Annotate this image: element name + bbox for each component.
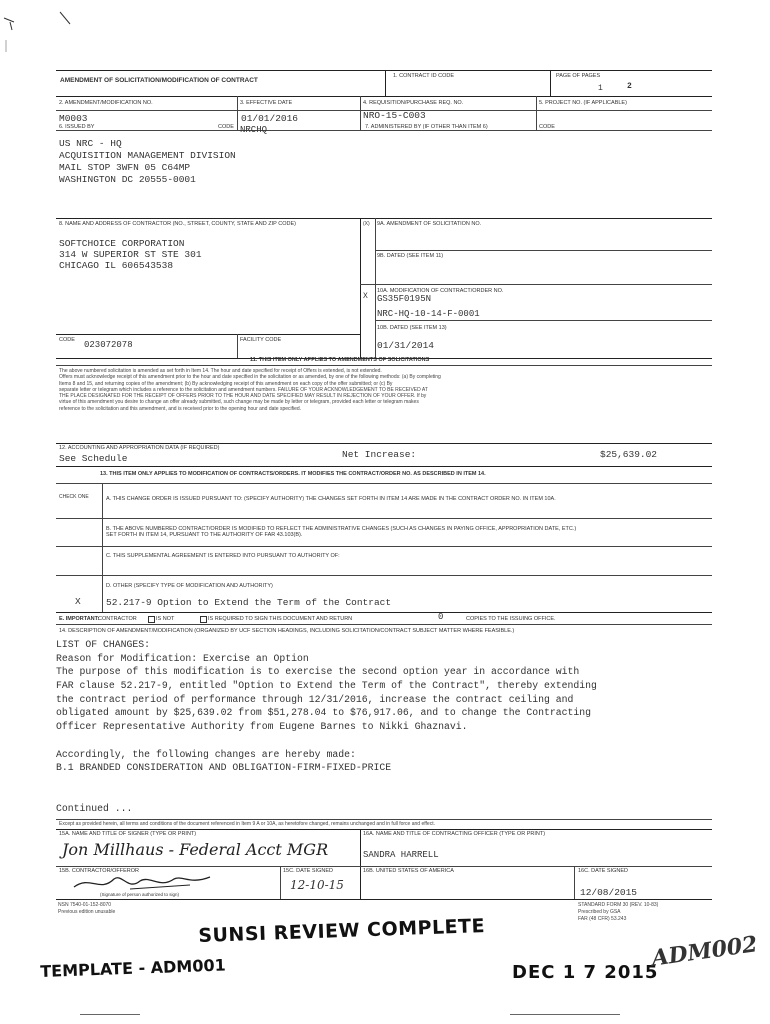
project-no-label: 5. PROJECT NO. (IF APPLICABLE) [539, 100, 627, 106]
item10b-label: 10B. DATED (SEE ITEM 13) [377, 325, 447, 331]
item9b-label: 9B. DATED (SEE ITEM 11) [377, 253, 444, 259]
item11-line: THE PLACE DESIGNATED FOR THE RECEIPT OF OFFERS PRIOR TO THE HOUR AND DATE SPECIFIED MAY RESULT IN REJECTION OF YOUR OFFER. If by [59, 393, 427, 399]
item14-line: The purpose of this modification is to exercise the second option year in accordance with [56, 666, 580, 678]
item12-value: See Schedule [59, 453, 128, 464]
contracting-officer-name: SANDRA HARRELL [363, 850, 439, 860]
issuer-line: US NRC - HQ [59, 138, 122, 149]
requisition-label: 4. REQUISITION/PURCHASE REQ. NO. [363, 100, 464, 106]
item14-line: LIST OF CHANGES: [56, 639, 151, 650]
facility-code-label: FACILITY CODE [240, 337, 282, 343]
item10-x-mark: X [363, 292, 368, 301]
contractor-code-label: CODE [59, 337, 75, 343]
issued-by-label: 6. ISSUED BY [59, 124, 95, 130]
issuer-address [59, 138, 236, 186]
item14-line [56, 791, 597, 805]
item15c-value: 12-10-15 [290, 878, 344, 892]
issuer-line: WASHINGTON DC 20555-0001 [59, 174, 196, 185]
item13-heading: 13. THIS ITEM ONLY APPLIES TO MODIFICATION OF CONTRACTS/ORDERS. IT MODIFIES THE CONTRACT/ORDER NO. AS DESCRIBED IN ITEM 14. [100, 471, 486, 477]
is-required-checkbox[interactable] [200, 616, 207, 623]
important-label: E. IMPORTANT: [59, 616, 100, 622]
item10a-value-1: GS35F0195N [377, 294, 432, 304]
item15a-label: 15A. NAME AND TITLE OF SIGNER (TYPE OR PRINT) [59, 831, 197, 837]
previous-edition-text: Previous edition unusable [58, 909, 116, 915]
administered-by-label: 7. ADMINISTERED BY (IF OTHER THAN ITEM 6) [365, 124, 488, 130]
item10a-label: 10A. MODIFICATION OF CONTRACT/ORDER NO. [377, 288, 504, 294]
item16c-value: 12/08/2015 [580, 887, 638, 898]
item14-line [56, 777, 597, 791]
issuer-line: ACQUISITION MANAGEMENT DIVISION [59, 150, 236, 161]
page-label: PAGE OF PAGES [556, 73, 601, 79]
item13-a-text: A. THIS CHANGE ORDER IS ISSUED PURSUANT TO: (SPECIFY AUTHORITY) THE CHANGES SET FORTH IN ITEM 14 ARE MADE IN THE CONTRACT ORDER NO. IN ITEM 10A. [106, 496, 556, 502]
sunsi-review-stamp: SUNSI REVIEW COMPLETE [198, 914, 486, 947]
item16a-label: 16A. NAME AND TITLE OF CONTRACTING OFFICER (TYPE OR PRINT) [363, 831, 546, 837]
requisition-value: NRO-15-C003 [363, 110, 426, 121]
contractor-address [59, 238, 202, 271]
issued-code-value: NRCHQ [240, 125, 268, 135]
item14-description [56, 640, 597, 818]
is-not-checkbox[interactable] [148, 616, 155, 623]
page-value: 1 [598, 84, 603, 93]
nsn-text: NSN 7540-01-152-8070 [58, 902, 112, 908]
item13-d-text: D. OTHER (SPECIFY TYPE OF MODIFICATION AND AUTHORITY) [106, 583, 273, 589]
adm-stamp: ADM002 [650, 931, 760, 972]
prescribed-text: Prescribed by GSA [578, 909, 621, 915]
item14-line: obligated amount by $25,639.02 from $51,278.04 to $76,917.06, and to change the Contracting [56, 707, 591, 719]
form-title: AMENDMENT OF SOLICITATION/MODIFICATION OF CONTRACT [60, 77, 258, 84]
template-stamp: TEMPLATE - ADM001 [40, 955, 226, 981]
contractor-line: CHICAGO IL 606543538 [59, 260, 174, 271]
item10b-value: 01/31/2014 [377, 340, 435, 351]
item14-line: Accordingly, the following changes are hereby made: [56, 748, 356, 760]
item11-line: The above numbered solicitation is amended as set forth in Item 14. The hour and date specified for receipt of Offers is extended, is not extended. [59, 368, 382, 374]
item11-line: virtue of this amendment you desire to change an offer already submitted, such change may be made by letter or telegram, provided each letter or telegram makes [59, 399, 419, 406]
net-increase-value: $25,639.02 [600, 449, 658, 460]
item11-line: reference to the solicitation and this amendment, and is received prior to the opening hour and date specified. [59, 405, 302, 412]
effective-date-value: 01/01/2016 [241, 113, 299, 124]
terms-unchanged-text: Except as provided herein, all terms and conditions of the document referenced in Item 9 A or 10A, as heretofore changed, remains unchanged and in full force and effect. [59, 821, 435, 827]
item11-line: Offers must acknowledge receipt of this amendment prior to the hour and date specified in the solicitation or as amended, by one of the following methods: (a) By completing [59, 374, 441, 381]
item13-d-value: 52.217-9 Option to Extend the Term of the Contract [106, 597, 392, 608]
contractor-line: SOFTCHOICE CORPORATION [59, 238, 185, 249]
item14-line: FAR clause 52.217-9, entitled "Option to Extend the Term of the Contract", thereby extending [56, 680, 597, 692]
item11-text [59, 368, 441, 412]
item14-line: Continued ... [56, 803, 133, 815]
item14-line [56, 736, 597, 750]
received-date-stamp: DEC 1 7 2015 [512, 962, 659, 983]
item13-b-text: B. THE ABOVE NUMBERED CONTRACT/ORDER IS MODIFIED TO REFLECT THE ADMINISTRATIVE CHANGES (SUCH AS CHANGES IN PAYING OFFICE, APPROPRIATION DATE, ETC.) SET FORTH IN ITEM 14, PURSUANT TO THE AUTHORITY OF FAR 43.103(B). [106, 526, 577, 538]
item14-line: B.1 BRANDED CONSIDERATION AND OBLIGATION-FIRM-FIXED-PRICE [56, 762, 392, 774]
item9a-label: 9A. AMENDMENT OF SOLICITATION NO. [377, 221, 482, 227]
item14-label: 14. DESCRIPTION OF AMENDMENT/MODIFICATION (ORGANIZED BY UCF SECTION HEADINGS, INCLUDING SOLICITATION/CONTRACT SUBJECT MATTER WHERE FEASIBLE.) [59, 628, 515, 634]
copies-value: 0 [438, 612, 444, 622]
is-required-label: IS REQUIRED TO SIGN THIS DOCUMENT AND RETURN [208, 616, 353, 622]
issuer-line: MAIL STOP 3WFN 05 C64MP [59, 162, 191, 173]
far-text: FAR (48 CFR) 53.243 [578, 916, 627, 922]
item15b-sub: (Signature of person authorized to sign) [100, 892, 180, 897]
contractor-line: 314 W SUPERIOR ST STE 301 [59, 249, 202, 260]
item11-heading: 11. THIS ITEM ONLY APPLIES TO AMENDMENTS OF SOLICITATIONS [250, 357, 430, 363]
contractor-label: 8. NAME AND ADDRESS OF CONTRACTOR (NO., STREET, COUNTY, STATE AND ZIP CODE) [59, 221, 296, 227]
item14-line: Officer Representative Authority from Eugene Barnes to Nikki Ghaznavi. [56, 721, 468, 733]
item14-line: the contract period of performance through 12/31/2016, increase the contract ceiling and [56, 693, 574, 705]
scan-artifact-marks [0, 0, 80, 60]
item16c-label: 16C. DATE SIGNED [578, 868, 629, 874]
item13-d-mark: X [75, 596, 81, 607]
check-one-label: CHECK ONE [59, 494, 89, 500]
signer-name-handwritten: Jon Millhaus - Federal Acct MGR [62, 840, 329, 859]
item11-line: separate letter or telegram which includes a reference to the solicitation and amendment numbers. FAILURE OF YOUR ACKNOWLEDGEMENT TO BE RECEIVED AT [59, 386, 428, 393]
item10a-value-2: NRC-HQ-10-14-F-0001 [377, 309, 480, 319]
item16b-label: 16B. UNITED STATES OF AMERICA [363, 868, 454, 874]
item12-label: 12. ACCOUNTING AND APPROPRIATION DATA (IF REQUIRED) [59, 445, 220, 451]
effective-date-label: 3. EFFECTIVE DATE [240, 100, 293, 106]
item11-line: Items 8 and 15, and returning copies of the amendment; (b) By acknowledging receipt of this amendment on each copy of the offer submitted; or (c) By [59, 380, 393, 387]
item14-line: Reason for Modification: Exercise an Option [56, 652, 309, 664]
important-contractor: CONTRACTOR [98, 616, 137, 622]
copies-label: COPIES TO THE ISSUING OFFICE. [466, 616, 556, 622]
contract-id-label: 1. CONTRACT ID CODE [393, 73, 455, 79]
item15b-label: 15B. CONTRACTOR/OFFEROR [59, 868, 139, 874]
administered-code-label: CODE [539, 124, 555, 130]
pages-value: 2 [627, 82, 632, 91]
amendment-no-value: M0003 [59, 113, 88, 124]
standard-form-text: STANDARD FORM 30 (REV. 10-83) [578, 902, 659, 908]
contractor-code-value: 023072078 [84, 340, 133, 350]
net-increase-label: Net Increase: [342, 449, 417, 460]
item13-c-text: C. THIS SUPPLEMENTAL AGREEMENT IS ENTERED INTO PURSUANT TO AUTHORITY OF: [106, 553, 340, 559]
issued-code-label: CODE [218, 124, 234, 130]
is-not-label: IS NOT [156, 616, 175, 622]
item15c-label: 15C. DATE SIGNED [283, 868, 334, 874]
amendment-no-label: 2. AMENDMENT/MODIFICATION NO. [59, 100, 153, 106]
